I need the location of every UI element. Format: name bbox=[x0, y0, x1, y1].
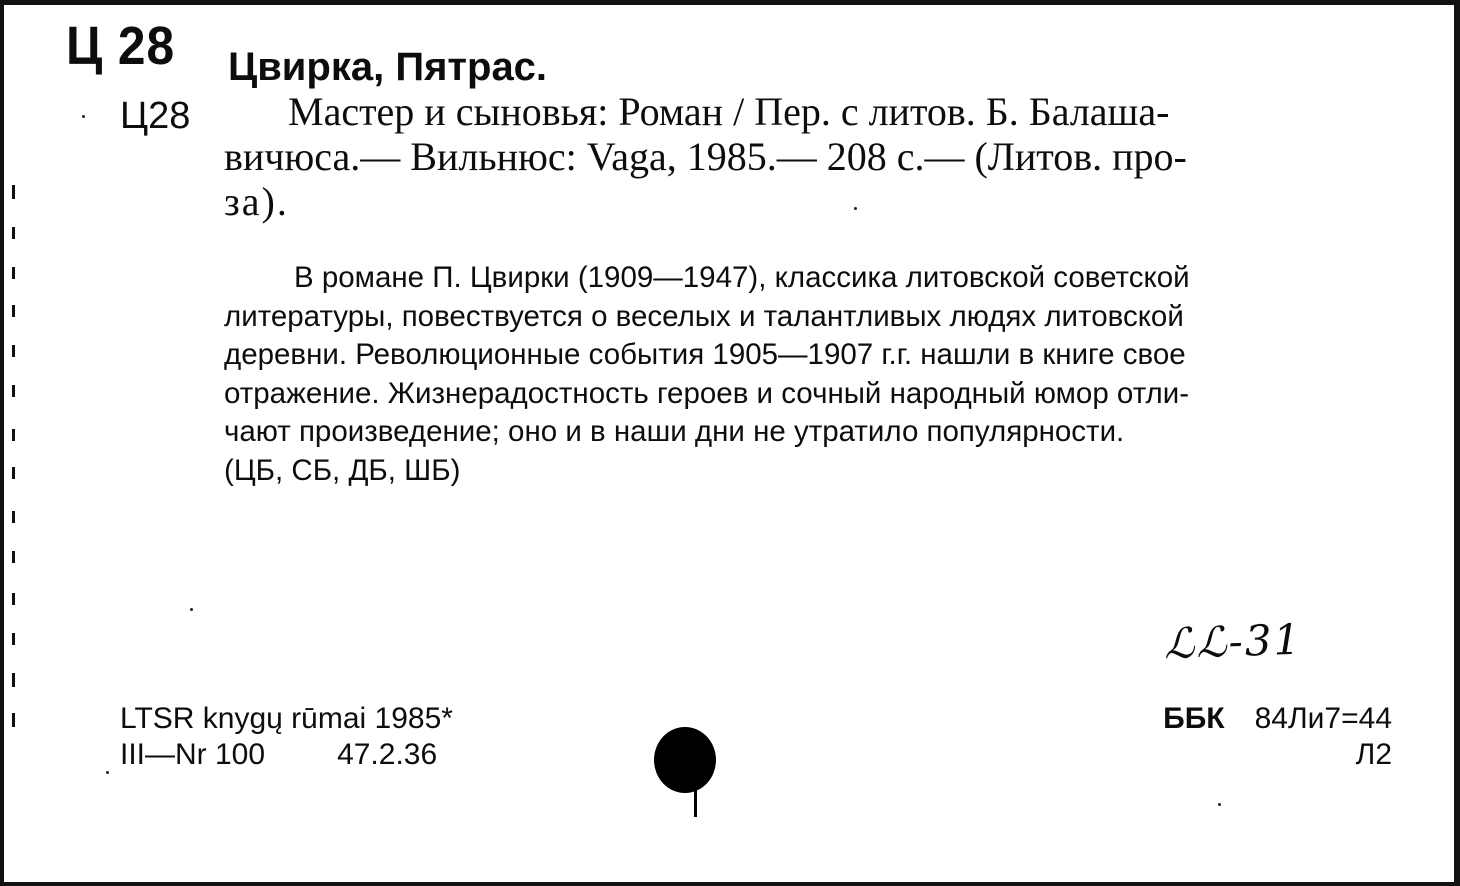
edge-mark bbox=[12, 429, 15, 441]
annotation-line: В романе П. Цвирки (1909—1947), классика литовской советской bbox=[294, 261, 1190, 294]
annotation-line: (ЦБ, СБ, ДБ, ШБ) bbox=[224, 453, 461, 487]
edge-mark bbox=[12, 633, 15, 645]
author-heading: Цвирка, Пятрас. bbox=[228, 45, 548, 89]
order-number: III—Nr 100 bbox=[120, 738, 266, 771]
annotation-line: отражение. Жизнерадостность героев и сочный народный юмор отли- bbox=[224, 376, 1190, 410]
card-number: 47.2.36 bbox=[337, 738, 438, 771]
bbk-code: 84Ли7=44 bbox=[1254, 702, 1392, 735]
speck bbox=[82, 115, 85, 118]
edge-mark bbox=[12, 345, 15, 357]
speck bbox=[854, 207, 857, 210]
annotation bbox=[224, 259, 1399, 490]
bibliographic-description bbox=[224, 89, 1399, 224]
edge-mark bbox=[12, 551, 15, 563]
edge-mark bbox=[12, 511, 15, 523]
punch-hole-mark bbox=[694, 787, 697, 817]
edge-mark bbox=[12, 593, 15, 605]
speck bbox=[190, 608, 193, 611]
annotation-line: чают произведение; оно и в наши дни не утратило популярности. bbox=[224, 415, 1125, 448]
bib-line: Мастер и сыновья: Роман / Пер. с литов. Б. Балаша- bbox=[288, 89, 1170, 134]
edge-mark bbox=[12, 385, 15, 397]
edge-mark bbox=[12, 227, 15, 239]
imprint-line-2 bbox=[120, 737, 453, 773]
edge-mark bbox=[12, 673, 15, 687]
edge-mark bbox=[12, 305, 15, 317]
bbk-sub: Л2 bbox=[1355, 738, 1392, 771]
catalog-index-side: Ц28 bbox=[120, 95, 191, 137]
catalog-index-large: Ц 28 bbox=[66, 16, 176, 76]
edge-mark bbox=[12, 267, 15, 279]
imprint-line-1: LTSR knygų rūmai 1985* bbox=[120, 702, 453, 735]
bib-line: за). bbox=[224, 179, 289, 224]
edge-mark bbox=[12, 467, 15, 479]
speck bbox=[1218, 803, 1221, 806]
edge-mark bbox=[12, 185, 15, 199]
bbk-line bbox=[1163, 701, 1392, 737]
speck bbox=[106, 771, 109, 774]
bbk-label: ББК bbox=[1163, 702, 1225, 735]
annotation-line: деревни. Революционные события 1905—1907 г.г. нашли в книге свое bbox=[224, 338, 1186, 371]
bib-line: вичюса.— Вильнюс: Vaga, 1985.— 208 с.— (Литов. про- bbox=[224, 134, 1187, 179]
bbk-block bbox=[1163, 701, 1392, 773]
handwritten-note: ℒℒ-31 bbox=[1163, 614, 1303, 669]
punch-hole bbox=[654, 727, 716, 793]
annotation-line: литературы, повествуется о веселых и талантливых людях литовской bbox=[224, 299, 1184, 333]
imprint-block bbox=[120, 701, 453, 773]
edge-mark bbox=[12, 713, 15, 727]
